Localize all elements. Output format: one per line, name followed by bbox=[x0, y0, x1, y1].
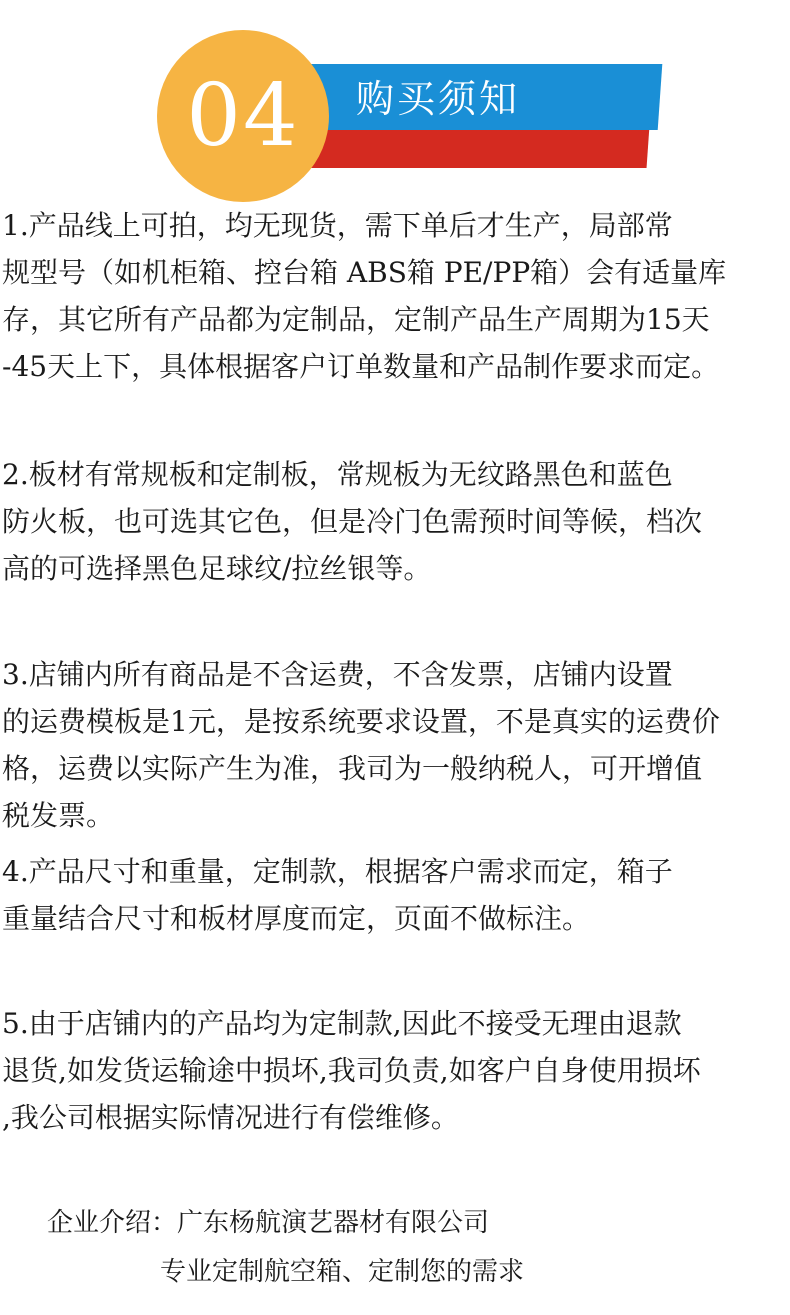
banner-red-stripe bbox=[299, 126, 650, 168]
company-intro: 企业介绍：广东杨航演艺器材有限公司 bbox=[47, 1208, 490, 1238]
note-1 bbox=[2, 202, 788, 390]
note-2 bbox=[2, 451, 788, 592]
note-2-line: 高的可选择黑色足球纹/拉丝银等。 bbox=[2, 552, 432, 585]
note-2-line: 2.板材有常规板和定制板，常规板为无纹路黑色和蓝色 bbox=[2, 458, 673, 491]
note-2-line: 防火板，也可选其它色，但是冷门色需预时间等候，档次 bbox=[2, 505, 703, 538]
note-1-line: -45天上下，具体根据客户订单数量和产品制作要求而定。 bbox=[2, 350, 720, 383]
note-5-line: ,我公司根据实际情况进行有偿维修。 bbox=[2, 1101, 459, 1134]
note-3-line: 3.店铺内所有商品是不含运费，不含发票，店铺内设置 bbox=[2, 658, 673, 691]
note-5 bbox=[2, 1000, 788, 1141]
note-4-line: 4.产品尺寸和重量，定制款，根据客户需求而定，箱子 bbox=[2, 855, 673, 888]
note-3-line: 的运费模板是1元，是按系统要求设置，不是真实的运费价 bbox=[2, 705, 720, 738]
note-4 bbox=[2, 848, 788, 942]
company-slogan: 专业定制航空箱、定制您的需求 bbox=[160, 1257, 525, 1287]
note-5-line: 退货,如发货运输途中损坏,我司负责,如客户自身使用损坏 bbox=[2, 1054, 701, 1087]
note-3-line: 格，运费以实际产生为准，我司为一般纳税人，可开增值 bbox=[2, 752, 703, 785]
note-1-line: 存，其它所有产品都为定制品，定制产品生产周期为15天 bbox=[2, 303, 710, 336]
note-5-line: 5.由于店铺内的产品均为定制款,因此不接受无理由退款 bbox=[2, 1007, 682, 1040]
section-number: 04 bbox=[186, 66, 300, 166]
note-4-line: 重量结合尺寸和板材厚度而定，页面不做标注。 bbox=[2, 902, 591, 935]
note-3 bbox=[2, 651, 788, 839]
note-3-line: 税发票。 bbox=[2, 799, 115, 832]
section-title: 购买须知 bbox=[356, 77, 521, 121]
note-1-line: 1.产品线上可拍，均无现货，需下单后才生产，局部常 bbox=[2, 209, 673, 242]
note-1-line: 规型号（如机柜箱、控台箱 ABS箱 PE/PP箱）会有适量库 bbox=[2, 256, 727, 289]
